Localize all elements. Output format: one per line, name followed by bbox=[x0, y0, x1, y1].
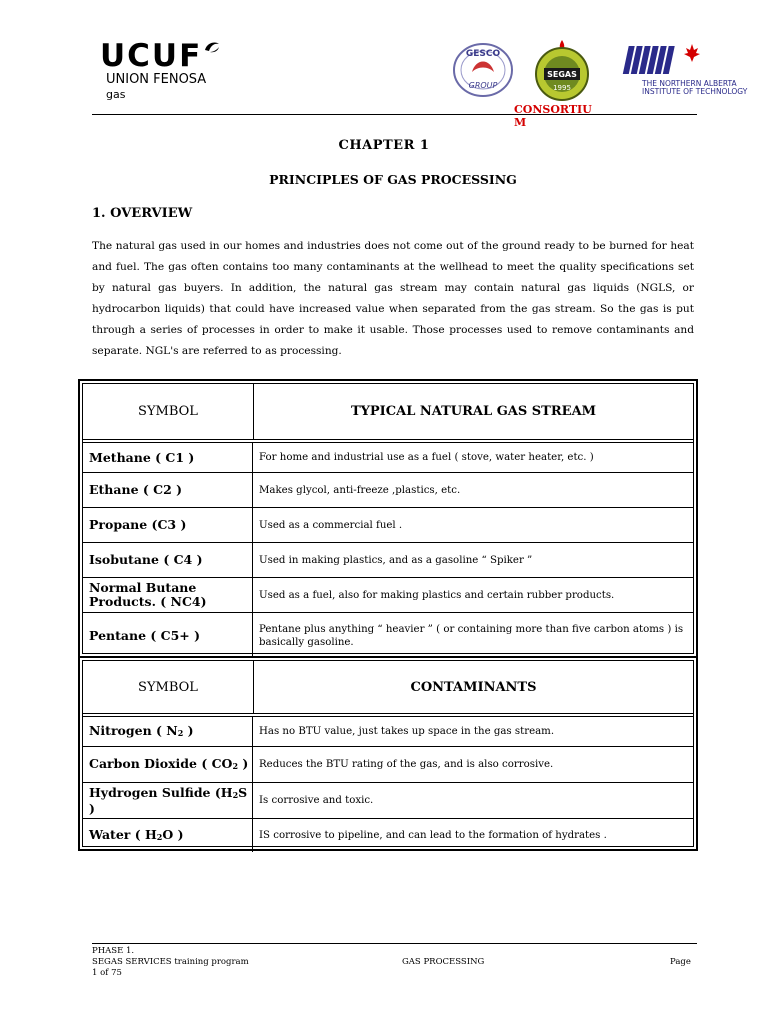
symbol-cell: Propane (C3 ) bbox=[83, 508, 253, 542]
contaminants-table bbox=[78, 656, 698, 851]
symbol-cell: Water ( $H_2O$ ) bbox=[83, 819, 253, 852]
logo-subtitle-gas: gas bbox=[106, 88, 126, 101]
swoosh-icon bbox=[203, 40, 221, 54]
symbol-cell: Carbon Dioxide ( $CO_2$ ) bbox=[83, 747, 253, 782]
table-row bbox=[83, 819, 693, 852]
overview-paragraph: The natural gas used in our homes and industries does not come out of the ground ready to be burned for heat and fuel. The gas often contains too many contaminants at the wellhead to meet the quality specifications set by natural gas buyers. In addition, the natural gas stream may contain natural gas liquids (NGLS, or hydrocarbon liquids) that could have increased value when separated from the gas stream. So the gas is put through a series of processes in order to make it usable. Those processes used to remove contaminants and separate. NGL's are referred to as processing. bbox=[92, 240, 694, 357]
svg-text:SEGAS: SEGAS bbox=[547, 70, 577, 79]
header-divider bbox=[92, 114, 697, 115]
footer-page-count: 1 of 75 bbox=[92, 968, 122, 978]
description-cell: For home and industrial use as a fuel ( stove, water heater, etc. ) bbox=[259, 452, 594, 463]
nait-emblem-icon bbox=[614, 40, 704, 80]
symbol-cell: Normal Butane Products. ( NC4) bbox=[83, 578, 253, 612]
footer-program: SEGAS SERVICES training program bbox=[92, 957, 249, 967]
logo-wordmark: UCUF bbox=[100, 38, 203, 74]
table-row bbox=[83, 473, 693, 508]
description-cell: Used in making plastics, and as a gasoline “ Spiker ” bbox=[259, 554, 533, 566]
description-cell: IS corrosive to pipeline, and can lead to the formation of hydrates . bbox=[259, 830, 607, 841]
description-cell: Is corrosive and toxic. bbox=[259, 795, 374, 806]
table-row bbox=[83, 508, 693, 543]
table-header-row bbox=[83, 661, 693, 713]
table-row bbox=[83, 747, 693, 783]
description-cell: Pentane plus anything “ heavier ” ( or containing more than five carbon atoms ) is basically gasoline. bbox=[259, 624, 684, 648]
svg-text:GESCO: GESCO bbox=[465, 49, 501, 59]
table-row bbox=[83, 717, 693, 747]
symbol-cell: Methane ( C1 ) bbox=[83, 443, 253, 472]
footer-title: GAS PROCESSING bbox=[402, 957, 485, 967]
table-row bbox=[83, 783, 693, 819]
footer-divider bbox=[92, 943, 697, 944]
symbol-cell: Isobutane ( C4 ) bbox=[83, 543, 253, 577]
table-row bbox=[83, 443, 693, 473]
gas-stream-table bbox=[78, 379, 698, 658]
chapter-title: PRINCIPLES OF GAS PROCESSING bbox=[269, 172, 517, 187]
column-header-stream: TYPICAL NATURAL GAS STREAM bbox=[350, 404, 597, 419]
description-cell: Used as a commercial fuel . bbox=[259, 519, 403, 531]
table-body bbox=[83, 443, 693, 659]
column-header-symbol: SYMBOL bbox=[83, 384, 254, 439]
column-header-contaminants: CONTAMINANTS bbox=[410, 679, 537, 695]
symbol-cell: Pentane ( C5+ ) bbox=[83, 613, 253, 659]
description-cell: Makes glycol, anti-freeze ,plastics, etc. bbox=[259, 484, 461, 496]
description-cell: Reduces the BTU rating of the gas, and is also corrosive. bbox=[259, 759, 554, 770]
description-cell: Has no BTU value, just takes up space in the gas stream. bbox=[259, 726, 555, 737]
svg-text:1995: 1995 bbox=[553, 84, 571, 92]
header-separator bbox=[83, 439, 693, 440]
gesco-group-logo bbox=[452, 42, 514, 98]
table-row bbox=[83, 578, 693, 613]
logo-subtitle: UNION FENOSA bbox=[106, 72, 207, 87]
svg-text:GROUP: GROUP bbox=[468, 81, 498, 90]
segas-logo bbox=[532, 38, 592, 102]
footer-page-label: Page bbox=[670, 957, 691, 967]
nait-logo bbox=[614, 40, 748, 106]
symbol-cell: Hydrogen Sulfide ($H_2S$ ) bbox=[83, 783, 253, 818]
description-cell: Used as a fuel, also for making plastics and certain rubber products. bbox=[259, 589, 615, 601]
nait-name: THE NORTHERN ALBERTA INSTITUTE OF TECHNOLOGY bbox=[642, 79, 748, 96]
table-header-row bbox=[83, 384, 693, 439]
consortium-label: CONSORTIU M bbox=[514, 103, 592, 129]
chapter-heading: CHAPTER 1 bbox=[338, 138, 430, 153]
symbol-cell: Nitrogen ( $N_2$ ) bbox=[83, 717, 253, 746]
table-body bbox=[83, 717, 693, 852]
union-fenosa-logo bbox=[100, 40, 206, 102]
symbol-cell: Ethane ( C2 ) bbox=[83, 473, 253, 507]
section-heading: 1. OVERVIEW bbox=[92, 206, 193, 221]
header-separator bbox=[83, 713, 693, 714]
table-row bbox=[83, 543, 693, 578]
column-header-symbol: SYMBOL bbox=[83, 661, 254, 713]
table-row bbox=[83, 613, 693, 659]
footer-phase: PHASE 1. bbox=[92, 946, 135, 956]
